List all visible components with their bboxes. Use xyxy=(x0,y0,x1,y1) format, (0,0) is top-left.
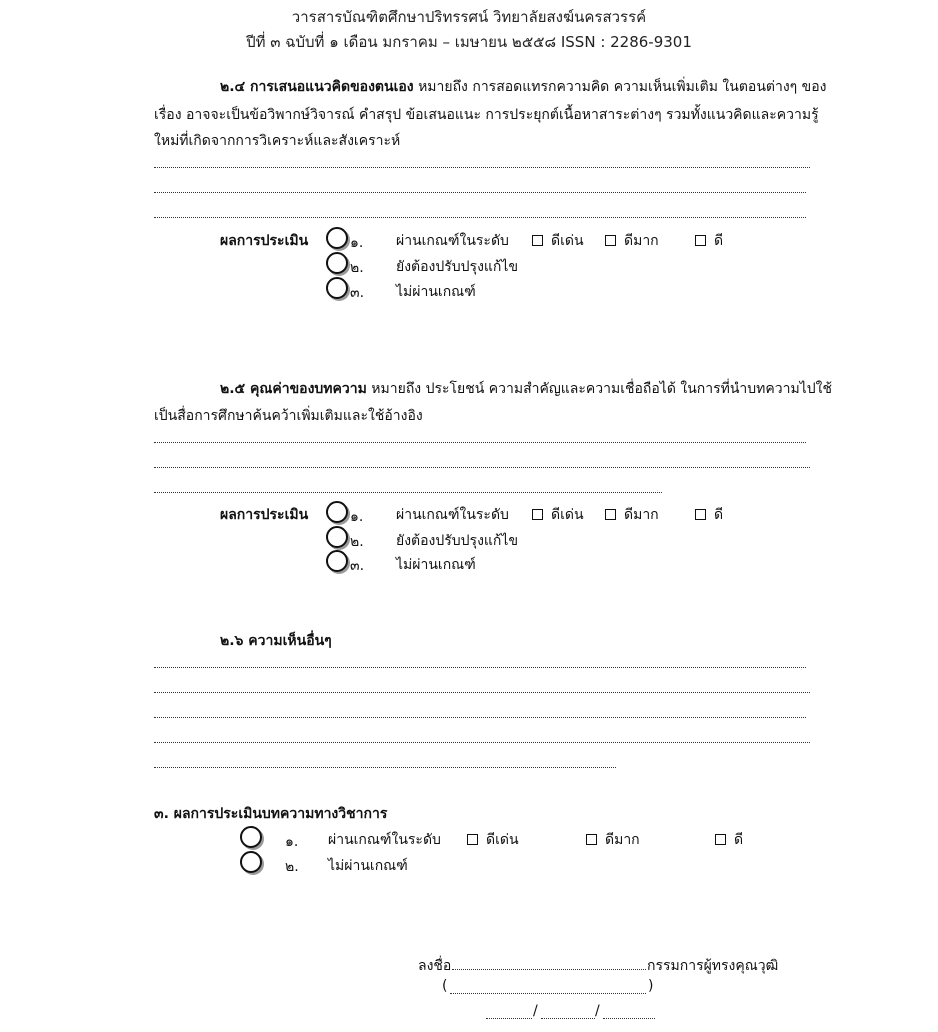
checkbox-good[interactable]: ดี xyxy=(695,504,723,526)
section-2-4-line3: ใหม่ที่เกิดจากการวิเคราะห์และสังเคราะห์ xyxy=(154,133,401,149)
date-separator: / xyxy=(595,1003,600,1019)
option-number: ๓. xyxy=(350,558,365,574)
section-2-4-paragraph xyxy=(220,76,826,98)
option-pass-label: ผ่านเกณฑ์ในระดับ xyxy=(328,832,441,848)
option-revise-label: ยังต้องปรับปรุงแก้ไข xyxy=(396,533,519,549)
radio-option-2[interactable] xyxy=(326,252,348,274)
eval-label: ผลการประเมิน xyxy=(220,507,309,523)
option-number: ๒. xyxy=(350,260,364,276)
checkbox-icon xyxy=(532,235,543,246)
option-pass-label: ผ่านเกณฑ์ในระดับ xyxy=(396,233,509,249)
eval-label: ผลการประเมิน xyxy=(220,233,309,249)
checkbox-icon xyxy=(695,235,706,246)
checkbox-icon xyxy=(695,509,706,520)
radio-option-1[interactable] xyxy=(326,227,348,249)
checkbox-icon xyxy=(467,834,478,845)
answer-line[interactable] xyxy=(154,717,806,718)
answer-line[interactable] xyxy=(154,742,810,743)
answer-line[interactable] xyxy=(154,492,662,493)
checkbox-icon xyxy=(586,834,597,845)
checkbox-good[interactable]: ดี xyxy=(695,230,723,252)
date-separator: / xyxy=(533,1003,538,1019)
option-number: ๑. xyxy=(285,834,299,850)
checkbox-good[interactable]: ดี xyxy=(715,829,743,851)
checkbox-very-good[interactable]: ดีมาก xyxy=(586,829,640,851)
section-2-5-paragraph xyxy=(220,378,832,400)
radio-option-3[interactable] xyxy=(326,277,348,299)
issue-line: ปีที่ ๓ ฉบับที่ ๑ เดือน มกราคม – เมษายน ๒๕๕๘ ISSN : 2286-9301 xyxy=(246,33,692,51)
answer-line[interactable] xyxy=(154,692,810,693)
checkbox-icon xyxy=(715,834,726,845)
section-2-4-heading: ๒.๔ การเสนอแนวคิดของตนเอง xyxy=(220,79,414,95)
section-2-4-line2: เรื่อง อาจจะเป็นข้อวิพากษ์วิจารณ์ คำสรุป ข้อเสนอแนะ การประยุกต์เนื้อหาสาระต่างๆ รวมทั้งแนวคิดและความรู้ xyxy=(154,107,819,123)
option-number: ๒. xyxy=(285,859,299,875)
option-number: ๑. xyxy=(350,235,364,251)
section-2-5-line1: หมายถึง ประโยชน์ ความสำคัญและความเชื่อถือได้ ในการที่นำบทความไปใช้ xyxy=(371,381,832,397)
option-revise-label: ยังต้องปรับปรุงแก้ไข xyxy=(396,259,519,275)
journal-title: วารสารบัณฑิตศึกษาปริทรรศน์ วิทยาลัยสงฆ์นครสวรรค์ xyxy=(291,8,647,26)
section-2-4-line1: หมายถึง การสอดแทรกความคิด ความเห็นเพิ่มเติม ในตอนต่างๆ ของ xyxy=(418,79,827,95)
name-line[interactable] xyxy=(450,993,646,994)
open-paren: ( xyxy=(442,978,448,994)
checkbox-excellent[interactable]: ดีเด่น xyxy=(532,230,584,252)
signer-role: กรรมการผู้ทรงคุณวุฒิ xyxy=(647,958,779,974)
radio-option-3[interactable] xyxy=(326,550,348,572)
signature-line[interactable] xyxy=(452,969,646,970)
close-paren: ) xyxy=(648,978,654,994)
answer-line[interactable] xyxy=(154,217,806,218)
radio-option-1[interactable] xyxy=(240,826,262,848)
answer-line[interactable] xyxy=(154,767,616,768)
option-number: ๓. xyxy=(350,285,365,301)
answer-line[interactable] xyxy=(154,467,810,468)
date-day-line[interactable] xyxy=(486,1018,532,1019)
section-2-5-heading: ๒.๕ คุณค่าของบทความ xyxy=(220,381,367,397)
option-fail-label: ไม่ผ่านเกณฑ์ xyxy=(396,284,476,300)
answer-line[interactable] xyxy=(154,667,806,668)
answer-line[interactable] xyxy=(154,167,810,168)
checkbox-very-good[interactable]: ดีมาก xyxy=(605,230,659,252)
checkbox-icon xyxy=(532,509,543,520)
option-number: ๒. xyxy=(350,534,364,550)
answer-line[interactable] xyxy=(154,192,806,193)
sign-prefix: ลงชื่อ xyxy=(418,958,452,974)
checkbox-icon xyxy=(605,235,616,246)
section-2-5-line2: เป็นสื่อการศึกษาค้นคว้าเพิ่มเติมและใช้อ้างอิง xyxy=(154,408,423,424)
option-number: ๑. xyxy=(350,509,364,525)
radio-option-2[interactable] xyxy=(326,526,348,548)
checkbox-icon xyxy=(605,509,616,520)
date-year-line[interactable] xyxy=(603,1018,655,1019)
option-fail-label: ไม่ผ่านเกณฑ์ xyxy=(396,557,476,573)
answer-line[interactable] xyxy=(154,442,806,443)
option-pass-label: ผ่านเกณฑ์ในระดับ xyxy=(396,507,509,523)
radio-option-2[interactable] xyxy=(240,851,262,873)
radio-option-1[interactable] xyxy=(326,501,348,523)
checkbox-excellent[interactable]: ดีเด่น xyxy=(467,829,519,851)
checkbox-very-good[interactable]: ดีมาก xyxy=(605,504,659,526)
date-month-line[interactable] xyxy=(541,1018,595,1019)
option-fail-label: ไม่ผ่านเกณฑ์ xyxy=(328,858,408,874)
section-3-heading: ๓. ผลการประเมินบทความทางวิชาการ xyxy=(154,806,388,822)
section-2-6-heading: ๒.๖ ความเห็นอื่นๆ xyxy=(220,633,332,649)
checkbox-excellent[interactable]: ดีเด่น xyxy=(532,504,584,526)
